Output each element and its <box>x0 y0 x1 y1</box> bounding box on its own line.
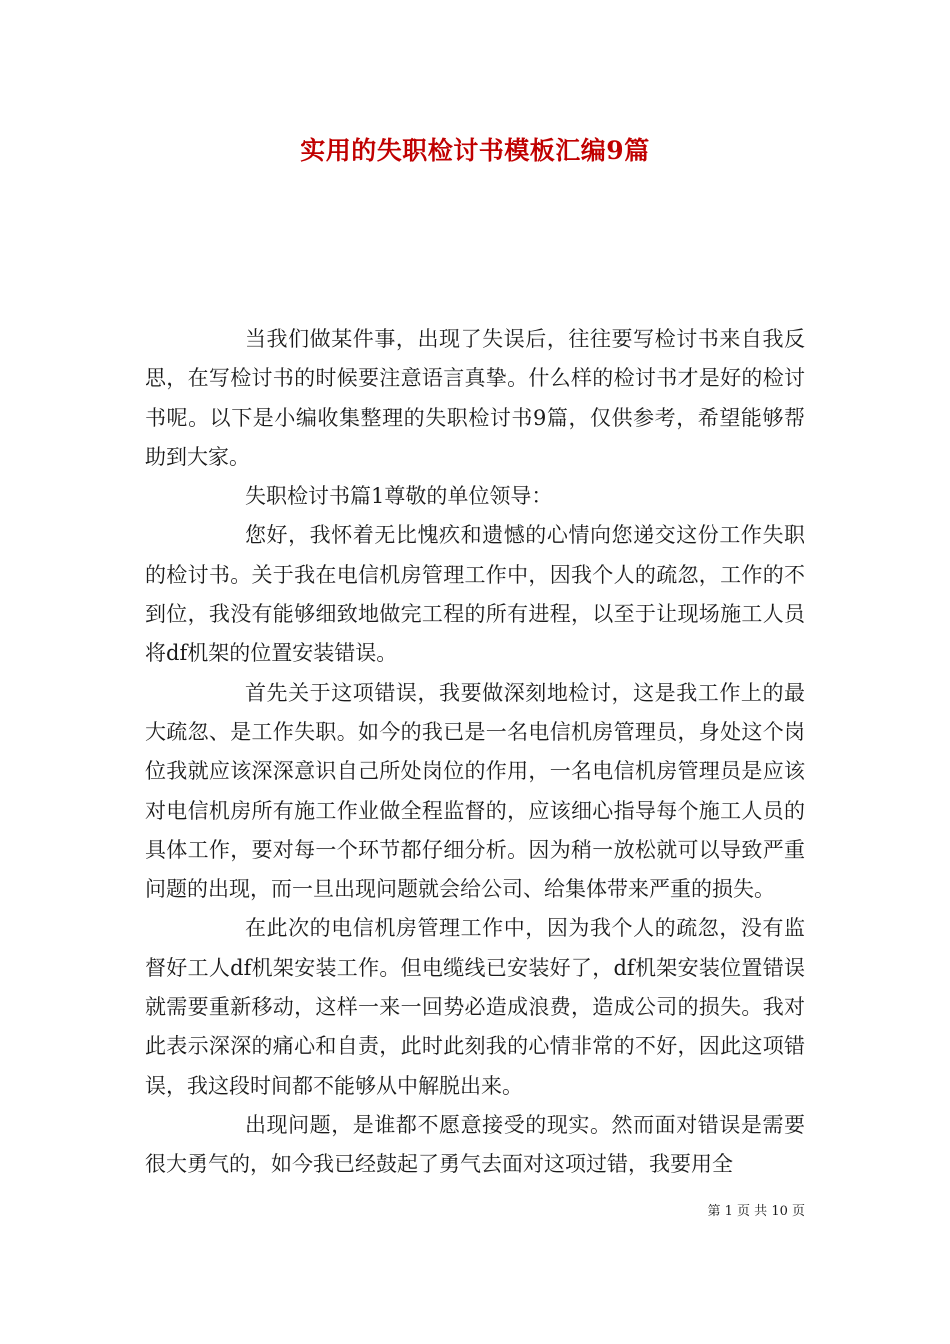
document-body <box>145 320 805 1185</box>
paragraph-intro: 当我们做某件事，出现了失误后，往往要写检讨书来自我反思，在写检讨书的时候要注意语言真挚。什么样的检讨书才是好的检讨书呢。以下是小编收集整理的失职检讨书9篇，仅供参考，希望能够帮助到大家。 <box>145 327 805 469</box>
paragraph-resolution: 出现问题，是谁都不愿意接受的现实。然而面对错误是需要很大勇气的，如今我已经鼓起了勇气去面对这项过错，我要用全 <box>145 1112 805 1177</box>
paragraph-salutation: 失职检讨书篇1尊敬的单位领导： <box>245 484 553 509</box>
paragraph-reflection: 首先关于这项错误，我要做深刻地检讨，这是我工作上的最大疏忽、是工作失职。如今的我已是一名电信机房管理员，身处这个岗位我就应该深深意识自己所处岗位的作用，一名电信机房管理员是应该对电信机房所有施工作业做全程监督的，应该细心指导每个施工人员的具体工作，要对每一个环节都仔细分析。因为稍一放松就可以导致严重问题的出现，而一旦出现问题就会给公司、给集体带来严重的损失。 <box>145 680 805 902</box>
paragraph-greeting: 您好，我怀着无比愧疚和遗憾的心情向您递交这份工作失职的检讨书。关于我在电信机房管理工作中，因我个人的疏忽，工作的不到位，我没有能够细致地做完工程的所有进程，以至于让现场施工人员将df机架的位置安装错误。 <box>145 523 805 666</box>
page-number: 第 1 页 共 10 页 <box>707 1204 805 1219</box>
document-title: 实用的失职检讨书模板汇编9篇 <box>300 136 650 165</box>
paragraph-incident: 在此次的电信机房管理工作中，因为我个人的疏忽，没有监督好工人df机架安装工作。但电缆线已安装好了，df机架安装位置错误就需要重新移动，这样一来一回势必造成浪费，造成公司的损失。我对此表示深深的痛心和自责，此时此刻我的心情非常的不好，因此这项错误，我这段时间都不能够从中解脱出来。 <box>145 916 805 1098</box>
